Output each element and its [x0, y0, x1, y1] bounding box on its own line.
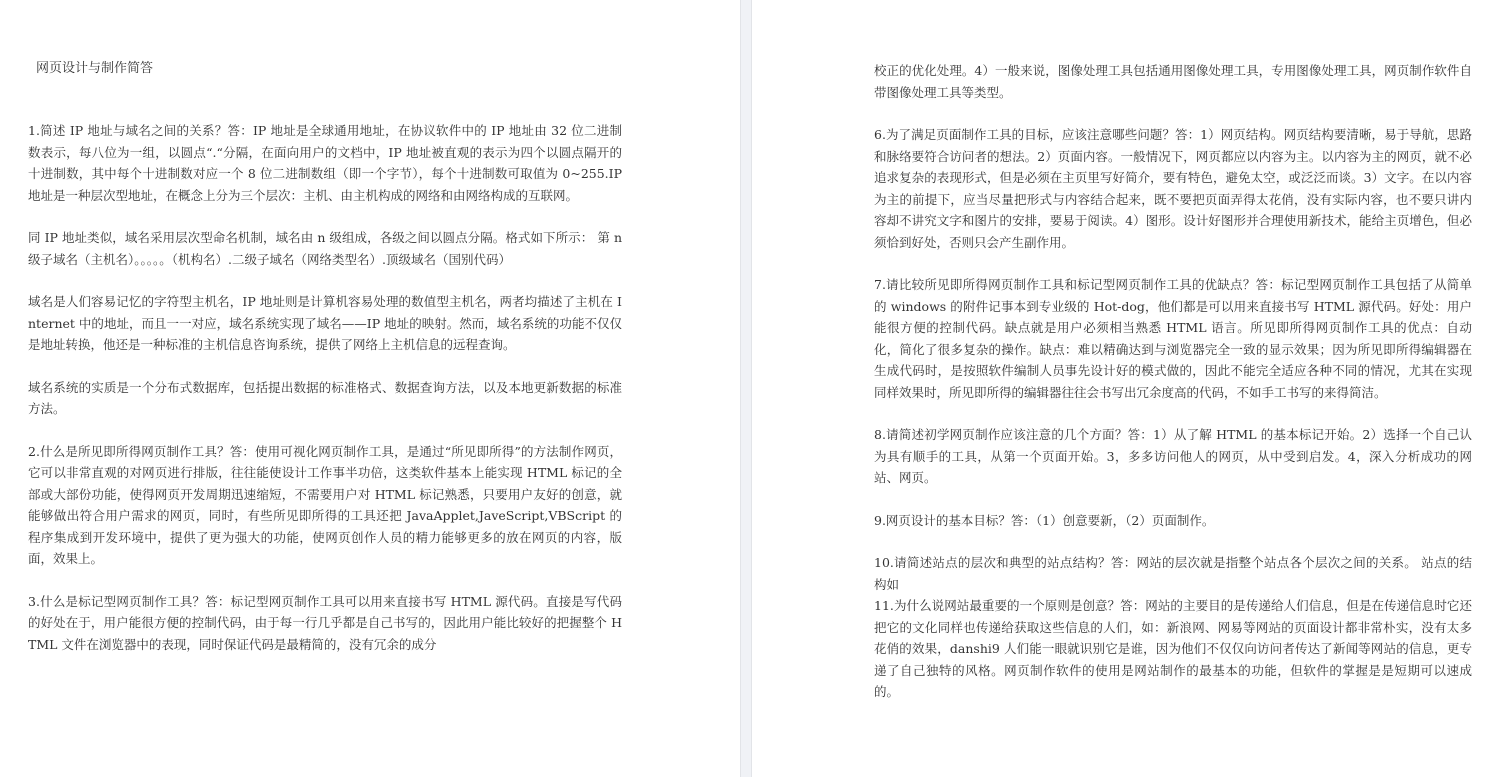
paragraph-q10: 10.请简述站点的层次和典型的站点结构？答：网站的层次就是指整个站点各个层次之间的关系。 站点的结构如: [874, 555, 1472, 592]
paragraph-domain-format: 同 IP 地址类似，域名采用层次型命名机制，域名由 n 级组成，各级之间以圆点分隔。格式如下所示： 第 n 级子域名（主机名）。。。。。（机构名）.二级子域名（网络类型名）.顶级域名（国别代码）: [28, 230, 622, 267]
paragraph-q6: 6.为了满足页面制作工具的目标，应该注意哪些问题？答：1）网页结构。网页结构要清晰，易于导航，思路和脉络要符合访问者的想法。2）页面内容。一般情况下，网页都应以内容为主。以内容为主的网页，就不必追求复杂的表现形式，但是必须在主页里写好简介，要有特色，避免太空，或泛泛而谈。3）文字。在以内容为主的前提下，应当尽量把形式与内容结合起来，既不要把页面弄得太花俏，没有实际内容，也不要只讲内容却不讲究文字和图片的安排，要易于阅读。4）图形。设计好图形并合理使用新技术，能给主页增色，但必须恰到好处，否则只会产生副作用。: [874, 127, 1472, 250]
paragraph-q11: 11.为什么说网站最重要的一个原则是创意？答：网站的主要目的是传递给人们信息，但是在传递信息时它还把它的文化同样也传递给获取这些信息的人们，如：新浪网、网易等网站的页面设计都非常朴实，没有太多花俏的效果，danshi9 人们能一眼就识别它是谁，因为他们不仅仅向访问者传达了新闻等网站的信息，更专递了自己独特的风格。网页制作软件的使用是网站制作的最基本的功能，但软件的掌握是是短期可以速成的。: [874, 598, 1472, 699]
paragraph-q5-continued: 校正的优化处理。4）一般来说，图像处理工具包括通用图像处理工具，专用图像处理工具，网页制作软件自带图像处理工具等类型。: [874, 63, 1472, 100]
paragraph-q9: 9.网页设计的基本目标？答：（1）创意要新，（2）页面制作。: [874, 512, 1215, 528]
paragraph-domain-vs-ip: 域名是人们容易记忆的字符型主机名，IP 地址则是计算机容易处理的数值型主机名，两者均描述了主机在 Internet 中的地址，而且一一对应，域名系统实现了域名——IP 地址的映射。然而，域名系统的功能不仅仅是地址转换，他还是一种标准的主机信息咨询系统，提供了网络上主机信息的远程查询。: [28, 294, 622, 352]
paragraph-dns-essence: 域名系统的实质是一个分布式数据库，包括提出数据的标准格式、数据查询方法，以及本地更新数据的标准方法。: [28, 379, 622, 416]
paragraph-q2: 2.什么是所见即所得网页制作工具？答：使用可视化网页制作工具，是通过“所见即所得”的方法制作网页，它可以非常直观的对网页进行排版，往往能使设计工作事半功倍，这类软件基本上能实现 HTML 标记的全部或大部份功能，使得网页开发周期迅速缩短，不需要用户对 HTML 标记熟悉，只要用户友好的创意，就能够做出符合用户需求的网页，同时，有些所见即所得的工具还把 JavaApplet,JaveScript,VBScript 的程序集成到开发环境中，提供了更为强大的功能，使网页创作人员的精力能够更多的放在网页的内容，版面，效果上。: [28, 443, 622, 566]
paragraph-q1: 1.简述 IP 地址与域名之间的关系？答：IP 地址是全球通用地址，在协议软件中的 IP 地址由 32 位二进制数表示，每八位为一组，以圆点“.“分隔，在面向用户的文档中，IP 地址被直观的表示为四个以圆点隔开的十进制数，其中每个十进制数对应一个 8 位二进制数组（即一个字节），每个十进制数可取值为 0~255.IP 地址是一种层次型地址，在概念上分为三个层次：主机、由主机构成的网络和由网络构成的互联网。: [28, 123, 622, 203]
paragraph-q3: 3.什么是标记型网页制作工具？答：标记型网页制作工具可以用来直接书写 HTML 源代码。直接是写代码的好处在于，用户能很方便的控制代码，由于每一行几乎都是自己书写的，因此用户能比较好的把握整个 HTML 文件在浏览器中的表现，同时保证代码是最精简的，没有冗余的成分: [28, 593, 622, 652]
page-divider: [740, 0, 752, 777]
document-page-left: [0, 0, 740, 777]
document-page-right: [752, 0, 1491, 777]
document-title: 网页设计与制作简答: [36, 61, 154, 76]
paragraph-q7: 7.请比较所见即所得网页制作工具和标记型网页制作工具的优缺点？答：标记型网页制作工具包括了从简单的 windows 的附件记事本到专业级的 Hot-dog，他们都是可以用来直接书写 HTML 源代码。好处：用户能很方便的控制代码。缺点就是用户必须相当熟悉 HTML 语言。所见即所得网页制作工具的优点：自动化，简化了很多复杂的操作。缺点：难以精确达到与浏览器完全一致的显示效果；因为所见即所得编辑器在生成代码时，是按照软件编制人员事先设计好的模式做的，因此不能完全适应各种不同的情况，尤其在实现同样效果时，所见即所得的编辑器往往会书写出冗余度高的代码，不如手工书写的来得简洁。: [874, 277, 1472, 400]
paragraph-q8: 8.请简述初学网页制作应该注意的几个方面？答：1）从了解 HTML 的基本标记开始。2）选择一个自己认为具有顺手的工具，从第一个页面开始。3，多多访问他人的网页，从中受到启发。4，深入分析成功的网站、网页。: [874, 427, 1472, 485]
